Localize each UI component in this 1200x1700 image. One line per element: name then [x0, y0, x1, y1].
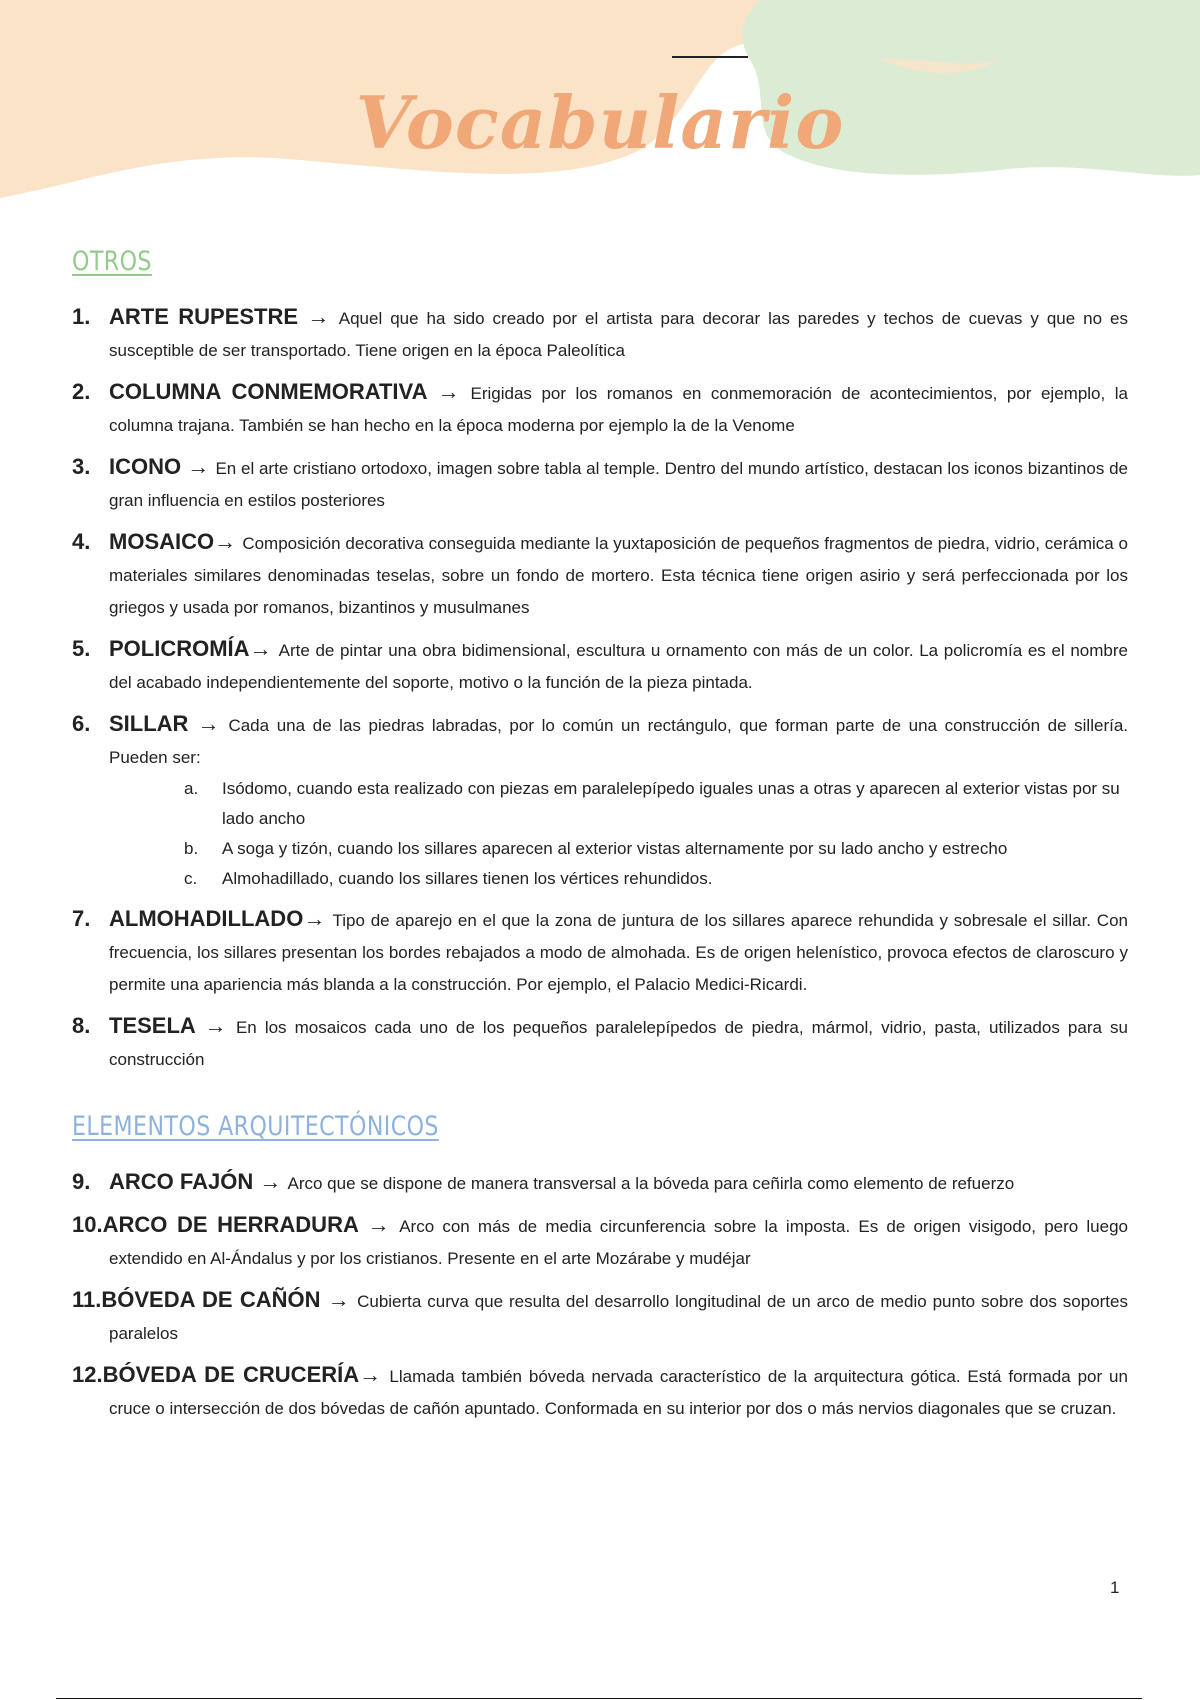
document-body: [72, 246, 1128, 1434]
entry-number: 6.: [72, 711, 91, 736]
sub-item-letter: a.: [184, 779, 199, 798]
entry-paragraph: [109, 526, 1128, 624]
vocab-entry: [72, 451, 1128, 517]
footer-rule: [56, 1698, 1142, 1699]
arrow-icon: →: [194, 1013, 236, 1038]
sub-item-letter: c.: [184, 869, 198, 888]
sub-item-text: Isódomo, cuando esta realizado con piezas em paralelepípedo iguales unas a otras y aparecen al exterior vistas por su lado ancho: [222, 779, 1120, 828]
entry-number: 12.: [72, 1362, 103, 1387]
arrow-icon: →: [320, 1287, 358, 1312]
entry-paragraph: [109, 451, 1128, 517]
entry-paragraph: [72, 1209, 1128, 1275]
entry-paragraph: [109, 903, 1128, 1001]
arrow-icon: →: [303, 906, 333, 931]
vocab-entry: [72, 1209, 1128, 1275]
entry-definition: Arco con más de media circunferencia sobre la imposta. Es de origen visigodo, pero luego extendido en Al-Ándalus y por los cristianos. Presente en el arte Mozárabe y mudéjar: [109, 1217, 1128, 1268]
sub-item-text: Almohadillado, cuando los sillares tienen los vértices rehundidos.: [222, 869, 713, 888]
arrow-icon: →: [253, 1169, 288, 1194]
sub-list-item: [184, 834, 1128, 864]
entry-term: ARCO FAJÓN: [109, 1169, 254, 1194]
entry-term: SILLAR: [109, 711, 189, 736]
entry-number: 9.: [72, 1169, 91, 1194]
entry-number: 10.: [72, 1212, 103, 1237]
entry-paragraph: [109, 708, 1128, 774]
arrow-icon: →: [298, 304, 339, 329]
entry-term: ICONO: [109, 454, 182, 479]
entry-term: BÓVEDA DE CAÑÓN: [101, 1287, 321, 1312]
entry-definition: Erigidas por los romanos en conmemoración de acontecimientos, por ejemplo, la columna trajana. También se han hecho en la época moderna por ejemplo la de la Venome: [109, 384, 1128, 435]
arrow-icon: →: [249, 636, 279, 661]
sub-list: [109, 774, 1128, 894]
entry-term: ARCO DE HERRADURA: [102, 1212, 359, 1237]
entry-paragraph: [72, 1359, 1128, 1425]
arrow-icon: →: [181, 454, 216, 479]
entry-number: 4.: [72, 529, 91, 554]
sub-list-item: [184, 774, 1128, 834]
entry-definition: En el arte cristiano ortodoxo, imagen sobre tabla al temple. Dentro del mundo artístico, destacan los iconos bizantinos de gran influencia en estilos posteriores: [109, 459, 1128, 510]
page-title: Vocabulario: [355, 80, 845, 165]
entry-number: 1.: [72, 304, 91, 329]
vocab-entry: [72, 1010, 1128, 1076]
entry-number: 11.: [72, 1287, 102, 1312]
entry-term: ALMOHADILLADO: [109, 906, 304, 931]
entry-definition: Composición decorativa conseguida mediante la yuxtaposición de pequeños fragmentos de piedra, vidrio, cerámica o materiales similares denominadas teselas, sobre un fondo de mortero. Esta técnica tiene origen asirio y será perfeccionada por los griegos y usada por romanos, bizantinos y musulmanes: [109, 534, 1128, 617]
entry-definition: Llamada también bóveda nervada característico de la arquitectura gótica. Está formada por un cruce o intersección de dos bóvedas de cañón apuntado. Conformada en su interior por dos o más nervios diagonales que se cruzan.: [109, 1367, 1128, 1418]
sub-list-item: [184, 864, 1128, 894]
vocab-entry: [72, 1359, 1128, 1425]
entry-definition: Aquel que ha sido creado por el artista para decorar las paredes y techos de cuevas y que no es susceptible de ser transportado. Tiene origen en la época Paleolítica: [109, 309, 1129, 360]
entry-paragraph: [109, 1010, 1128, 1076]
arrow-icon: →: [358, 1212, 400, 1237]
entry-paragraph: [109, 1166, 1128, 1200]
arrow-icon: →: [359, 1362, 390, 1387]
vocab-entry: [72, 1284, 1128, 1350]
sub-item-text: A soga y tizón, cuando los sillares aparecen al exterior vistas alternamente por su lado ancho y estrecho: [222, 839, 1008, 858]
vocab-entry: [72, 526, 1128, 624]
vocab-entry: [72, 376, 1128, 442]
arrow-icon: →: [188, 711, 229, 736]
entry-definition: Cada una de las piedras labradas, por lo común un rectángulo, que forman parte de una construcción de sillería. Pueden ser:: [109, 716, 1128, 767]
arrow-icon: →: [426, 379, 471, 404]
entry-definition: Cubierta curva que resulta del desarrollo longitudinal de un arco de medio punto sobre dos soportes paralelos: [109, 1292, 1128, 1343]
entry-definition: Arte de pintar una obra bidimensional, escultura u ornamento con más de un color. La policromía es el nombre del acabado independientemente del soporte, motivo o la función de la pieza pintada.: [109, 641, 1128, 692]
entry-number: 2.: [72, 379, 91, 404]
entry-term: BÓVEDA DE CRUCERÍA: [102, 1362, 360, 1387]
entry-term: ARTE RUPESTRE: [109, 304, 299, 329]
sub-item-letter: b.: [184, 839, 199, 858]
entry-number: 3.: [72, 454, 91, 479]
entry-term: MOSAICO: [109, 529, 215, 554]
vocab-entry: [72, 903, 1128, 1001]
top-rule: [672, 56, 748, 58]
entry-paragraph: [109, 301, 1128, 367]
entry-paragraph: [72, 1284, 1128, 1350]
page-number: 1: [1110, 1578, 1120, 1597]
entry-number: 8.: [72, 1013, 91, 1038]
vocab-entry: [72, 1166, 1128, 1200]
vocab-entry: [72, 633, 1128, 699]
entry-paragraph: [109, 376, 1128, 442]
entry-definition: Tipo de aparejo en el que la zona de juntura de los sillares aparece rehundida y sobresale el sillar. Con frecuencia, los sillares presentan los bordes rebajados a modo de almohada. Es de origen helenístico, provoca efectos de claroscuro y permite una apariencia más blanda a la construcción. Por ejemplo, el Palacio Medici-Ricardi.: [109, 911, 1128, 994]
entry-paragraph: [109, 633, 1128, 699]
arrow-icon: →: [214, 529, 243, 554]
section-heading: ELEMENTOS ARQUITECTÓNICOS: [72, 1111, 439, 1142]
section-heading: OTROS: [72, 246, 152, 277]
entry-term: COLUMNA CONMEMORATIVA: [109, 379, 427, 404]
entry-term: TESELA: [109, 1013, 195, 1038]
entry-definition: Arco que se dispone de manera transversal a la bóveda para ceñirla como elemento de refuerzo: [287, 1174, 1015, 1193]
vocab-entry: [72, 708, 1128, 894]
entry-term: POLICROMÍA: [109, 636, 250, 661]
entry-number: 5.: [72, 636, 91, 661]
entry-definition: En los mosaicos cada uno de los pequeños paralelepípedos de piedra, mármol, vidrio, pasta, utilizados para su construcción: [109, 1018, 1128, 1069]
vocab-entry: [72, 301, 1128, 367]
entry-number: 7.: [72, 906, 91, 931]
